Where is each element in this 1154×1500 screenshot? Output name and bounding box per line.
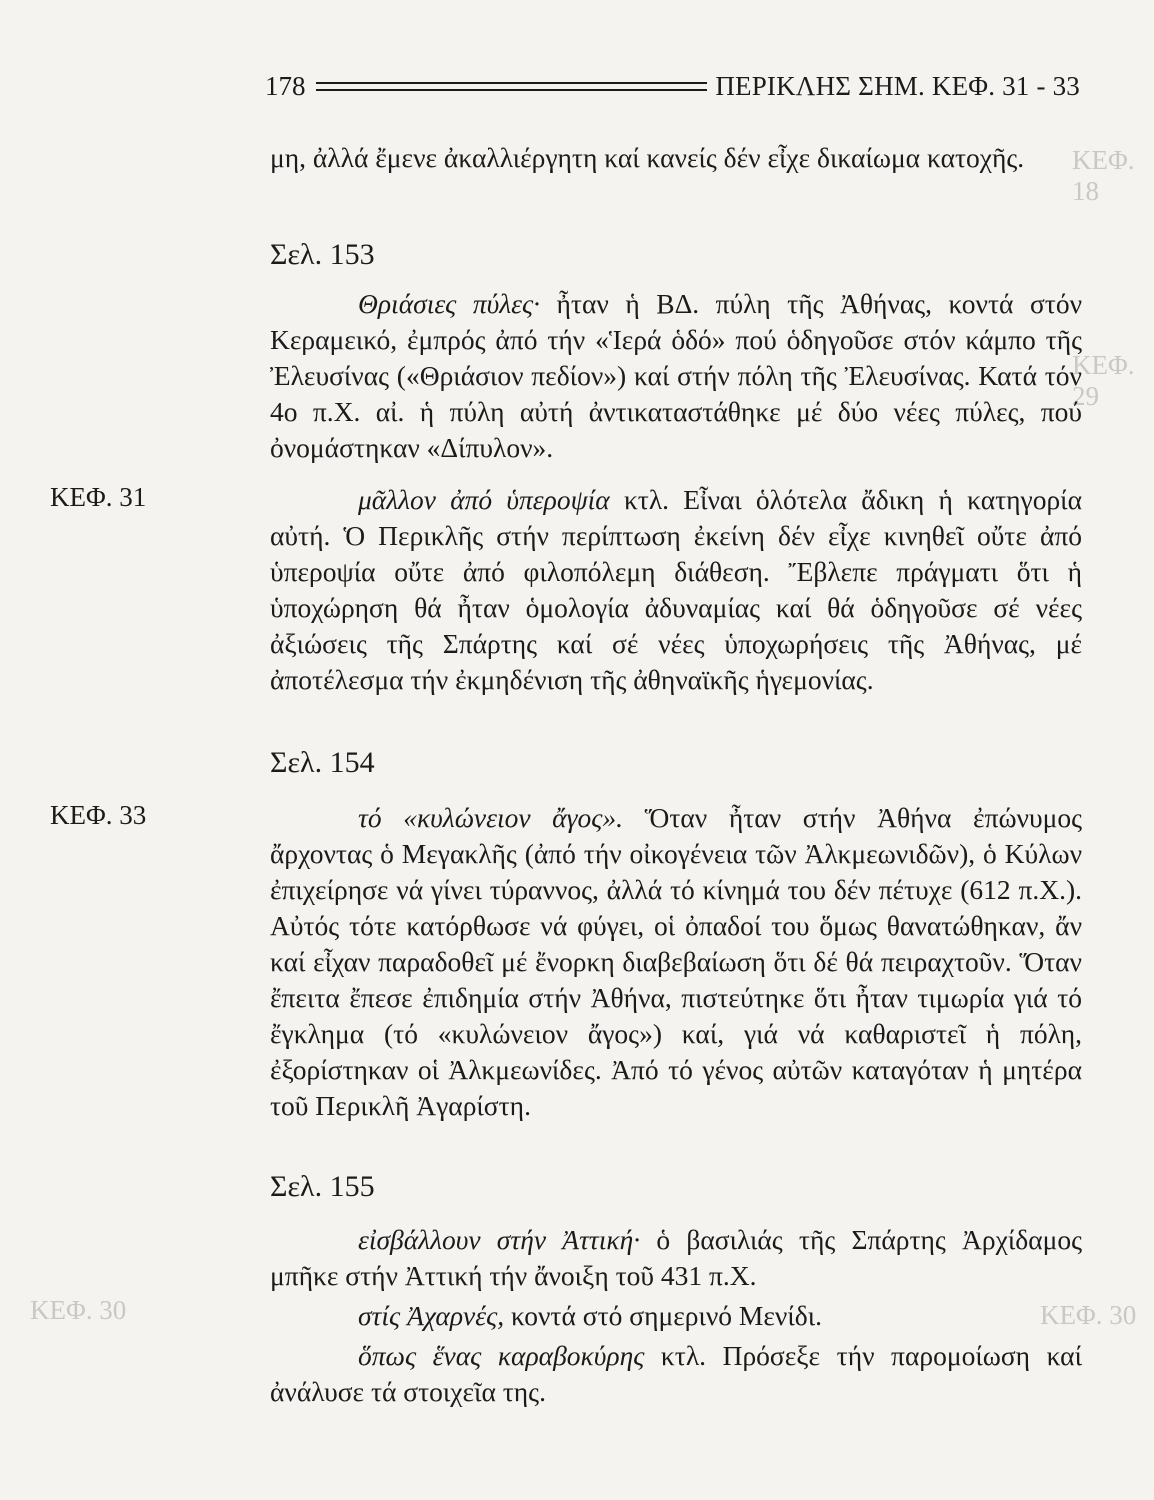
opening-text: μη, ἀλλά ἔμενε ἀκαλλιέργητη καί κανείς δέν εἶχε δικαίωμα κατοχῆς. — [270, 142, 1025, 173]
header-rule — [316, 82, 708, 91]
paragraph — [270, 1222, 1082, 1294]
lemma: εἰσβάλλουν στήν Ἀττική· — [358, 1224, 641, 1255]
running-title: ΠΕΡΙΚΛΗΣ ΣΗΜ. ΚΕΦ. 31 - 33 — [715, 70, 1080, 101]
bleed-through-mark: ΚΕΦ. 30 — [1040, 1300, 1137, 1330]
opening-paragraph — [270, 140, 1082, 176]
bleed-through-mark: ΚΕΦ. 29 — [1072, 350, 1135, 411]
paragraph — [270, 286, 1082, 466]
paragraph-text: Ὅταν ἦταν στήν Ἀθήνα ἐπώνυμος ἄρχοντας ὁ Μεγακλῆς (ἀπό τήν οἰκογένεια τῶν Ἀλκμεωνιδῶν), ὁ Κύλων ἐπιχείρησε νά γίνει τύραννος, ἀλλά τό κίνημά του δέν πέτυχε (612 π.Χ.). Αὐτός τότε κατόρθωσε νά φύγει, οἱ ὀπαδοί του ὅμως θανατώθηκαν, ἄν καί εἶχαν παραδοθεῖ μέ ἔνορκη διαβεβαίωση ὅτι δέ θά πειραχτοῦν. Ὅταν ἔπειτα ἔπεσε ἐπιδημία στήν Ἀθήνα, πιστεύτηκε ὅτι ἦταν τιμωρία γιά τό ἔγκλημα (τό «κυλώνειον ἄγος») καί, γιά νά καθαριστεῖ ἡ πόλη, ἐξορίστηκαν οἱ Ἀλκμεωνίδες. Ἀπό τό γένος αὐτῶν καταγόταν ἡ μητέρα τοῦ Περικλῆ Ἀγαρίστη. — [270, 802, 1082, 1121]
lemma: μᾶλλον ἀπό ὑπεροψία — [358, 484, 610, 515]
lemma: στίς Ἀχαρνές, — [358, 1300, 505, 1331]
running-header — [265, 66, 1080, 106]
paragraph — [270, 482, 1082, 698]
section-heading-154: Σελ. 154 — [270, 746, 375, 779]
margin-label-kef-31: ΚΕΦ. 31 — [50, 482, 147, 512]
paragraph-text: ὁ βασιλιάς τῆς Σπάρτης Ἀρχίδαμος μπῆκε στήν Ἀττική τήν ἄνοιξη τοῦ 431 π.Χ. — [270, 1224, 1082, 1291]
bleed-through-mark: ΚΕΦ. 30 — [30, 1295, 127, 1325]
margin-label-kef-33: ΚΕΦ. 33 — [50, 800, 147, 830]
paragraph-text: κτλ. Πρόσεξε τήν παρομοίωση καί ἀνάλυσε τά στοιχεῖα της. — [270, 1340, 1082, 1407]
paragraph — [270, 1298, 1082, 1334]
paragraph — [270, 800, 1082, 1124]
lemma: τό «κυλώνειον ἄγος». — [358, 802, 623, 833]
paragraph — [270, 1338, 1082, 1410]
bleed-through-mark: ΚΕΦ. 18 — [1072, 145, 1135, 206]
paragraph-text: κτλ. Εἶναι ὁλότελα ἄδικη ἡ κατηγορία αὐτή. Ὁ Περικλῆς στήν περίπτωση ἐκείνη δέν εἶχε κινηθεῖ οὔτε ἀπό ὑπεροψία οὔτε ἀπό φιλοπόλεμη διάθεση. Ἔβλεπε πράγματι ὅτι ἡ ὑποχώρηση θά ἦταν ὁμολογία ἀδυναμίας καί θά ὁδηγοῦσε σέ νέες ἀξιώσεις τῆς Σπάρτης καί σέ νέες ὑποχωρήσεις τῆς Ἀθήνας, μέ ἀποτέλεσμα τήν ἐκμηδένιση τῆς ἀθηναϊκῆς ἡγεμονίας. — [270, 484, 1082, 695]
lemma: Θριάσιες πύλες· — [358, 288, 541, 319]
paragraph-text: κοντά στό σημερινό Μενίδι. — [504, 1300, 822, 1331]
section-153-body-2 — [270, 482, 1082, 698]
section-155-body — [270, 1222, 1082, 1410]
section-heading-155: Σελ. 155 — [270, 1170, 375, 1203]
section-heading-153: Σελ. 153 — [270, 238, 375, 271]
section-154-body — [270, 800, 1082, 1124]
page-number: 178 — [265, 70, 306, 101]
paragraph-text: ἦταν ἡ ΒΔ. πύλη τῆς Ἀθήνας, κοντά στόν Κεραμεικό, ἐμπρός ἀπό τήν «Ἱερά ὁδό» πού ὁδηγοῦσε στόν κάμπο τῆς Ἐλευσίνας («Θριάσιον πεδίον») καί στήν πόλη τῆς Ἐλευσίνας. Κατά τόν 4ο π.Χ. αἰ. ἡ πύλη αὐτή ἀντικαταστάθηκε μέ δύο νέες πύλες, πού ὀνομάστηκαν «Δίπυλον». — [270, 288, 1082, 463]
section-153-body-1 — [270, 286, 1082, 466]
lemma: ὅπως ἕνας καραβοκύρης — [358, 1340, 645, 1371]
